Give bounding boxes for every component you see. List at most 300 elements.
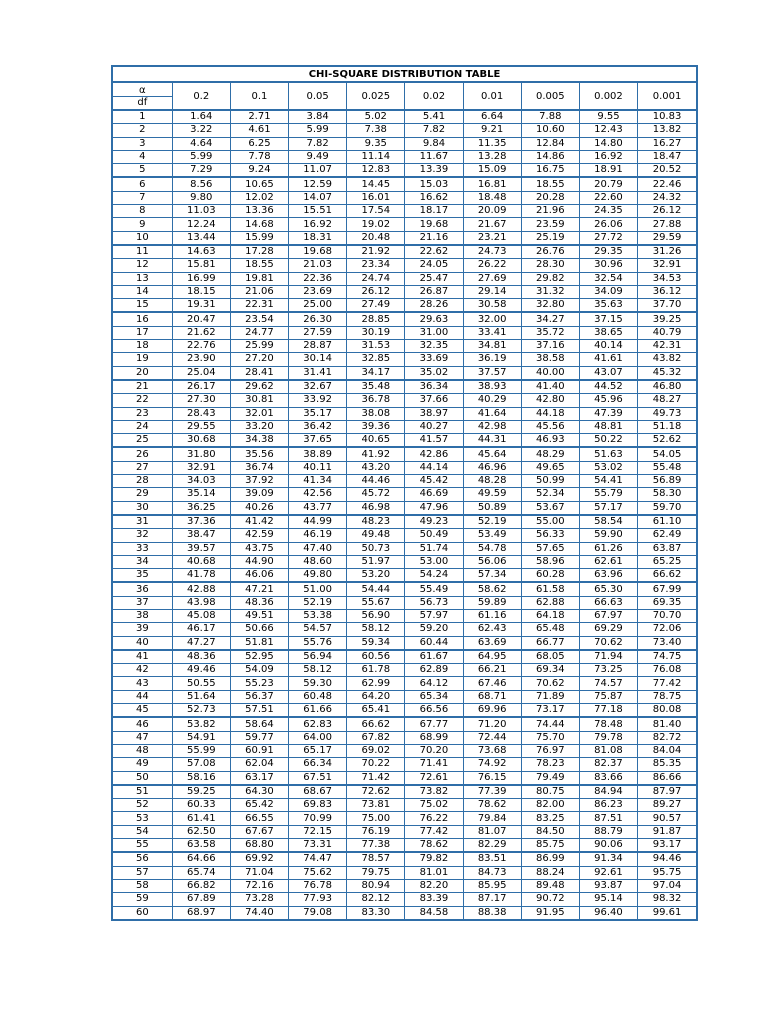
critical-value-cell: 76.22: [405, 812, 463, 825]
critical-value-cell: 88.24: [521, 866, 579, 879]
critical-value-cell: 46.19: [289, 529, 347, 542]
df-cell: 57: [112, 866, 172, 879]
critical-value-cell: 19.68: [289, 245, 347, 259]
critical-value-cell: 26.30: [289, 312, 347, 326]
critical-value-cell: 25.04: [172, 366, 230, 380]
critical-value-cell: 44.90: [230, 555, 288, 568]
critical-value-cell: 48.81: [579, 420, 637, 433]
critical-value-cell: 17.54: [347, 205, 405, 218]
critical-value-cell: 66.77: [521, 636, 579, 650]
critical-value-cell: 66.62: [347, 717, 405, 731]
critical-value-cell: 50.49: [405, 529, 463, 542]
table-title: CHI-SQUARE DISTRIBUTION TABLE: [112, 66, 697, 82]
critical-value-cell: 41.92: [347, 447, 405, 461]
critical-value-cell: 89.48: [521, 879, 579, 892]
table-row: [112, 434, 697, 448]
df-cell: 44: [112, 690, 172, 703]
critical-value-cell: 68.99: [405, 731, 463, 744]
critical-value-cell: 20.09: [463, 205, 521, 218]
critical-value-cell: 40.29: [463, 394, 521, 407]
critical-value-cell: 54.78: [463, 542, 521, 555]
critical-value-cell: 38.97: [405, 407, 463, 420]
critical-value-cell: 76.15: [463, 771, 521, 785]
critical-value-cell: 65.17: [289, 744, 347, 757]
df-cell: 32: [112, 529, 172, 542]
critical-value-cell: 70.22: [347, 758, 405, 771]
table-row: [112, 245, 697, 259]
critical-value-cell: 41.57: [405, 434, 463, 448]
critical-value-cell: 72.62: [347, 785, 405, 799]
critical-value-cell: 49.48: [347, 529, 405, 542]
critical-value-cell: 13.82: [638, 124, 697, 137]
critical-value-cell: 35.56: [230, 447, 288, 461]
table-row: [112, 205, 697, 218]
critical-value-cell: 22.62: [405, 245, 463, 259]
critical-value-cell: 32.01: [230, 407, 288, 420]
critical-value-cell: 47.27: [172, 636, 230, 650]
df-cell: 29: [112, 488, 172, 501]
alpha-column-header: 0.01: [463, 82, 521, 110]
critical-value-cell: 49.65: [521, 461, 579, 474]
critical-value-cell: 45.56: [521, 420, 579, 433]
alpha-column-header: 0.2: [172, 82, 230, 110]
critical-value-cell: 50.66: [230, 623, 288, 636]
df-cell: 5: [112, 164, 172, 178]
critical-value-cell: 11.03: [172, 205, 230, 218]
critical-value-cell: 73.17: [521, 704, 579, 718]
critical-value-cell: 18.55: [230, 259, 288, 272]
critical-value-cell: 67.77: [405, 717, 463, 731]
critical-value-cell: 72.15: [289, 825, 347, 838]
df-cell: 54: [112, 825, 172, 838]
critical-value-cell: 62.49: [638, 529, 697, 542]
critical-value-cell: 78.62: [405, 839, 463, 853]
df-cell: 2: [112, 124, 172, 137]
critical-value-cell: 41.78: [172, 569, 230, 583]
critical-value-cell: 29.82: [521, 272, 579, 285]
table-row: [112, 677, 697, 690]
critical-value-cell: 35.14: [172, 488, 230, 501]
critical-value-cell: 33.41: [463, 326, 521, 339]
critical-value-cell: 56.73: [405, 596, 463, 609]
critical-value-cell: 20.47: [172, 312, 230, 326]
table-row: [112, 137, 697, 150]
df-cell: 34: [112, 555, 172, 568]
table-row: [112, 596, 697, 609]
critical-value-cell: 56.94: [289, 650, 347, 664]
df-cell: 45: [112, 704, 172, 718]
critical-value-cell: 50.99: [521, 475, 579, 488]
critical-value-cell: 49.80: [289, 569, 347, 583]
critical-value-cell: 50.89: [463, 501, 521, 515]
table-row: [112, 744, 697, 757]
critical-value-cell: 18.15: [172, 285, 230, 298]
table-row: [112, 177, 697, 191]
critical-value-cell: 25.99: [230, 340, 288, 353]
df-cell: 36: [112, 582, 172, 596]
critical-value-cell: 46.17: [172, 623, 230, 636]
critical-value-cell: 91.87: [638, 825, 697, 838]
critical-value-cell: 32.91: [638, 259, 697, 272]
critical-value-cell: 65.34: [405, 690, 463, 703]
critical-value-cell: 90.57: [638, 812, 697, 825]
table-row: [112, 650, 697, 664]
df-cell: 8: [112, 205, 172, 218]
critical-value-cell: 54.09: [230, 664, 288, 677]
df-cell: 27: [112, 461, 172, 474]
critical-value-cell: 78.62: [463, 799, 521, 812]
critical-value-cell: 71.04: [230, 866, 288, 879]
critical-value-cell: 34.27: [521, 312, 579, 326]
critical-value-cell: 85.35: [638, 758, 697, 771]
critical-value-cell: 38.65: [579, 326, 637, 339]
table-row: [112, 758, 697, 771]
critical-value-cell: 37.66: [405, 394, 463, 407]
critical-value-cell: 61.41: [172, 812, 230, 825]
critical-value-cell: 74.92: [463, 758, 521, 771]
df-cell: 38: [112, 609, 172, 622]
critical-value-cell: 58.96: [521, 555, 579, 568]
critical-value-cell: 77.18: [579, 704, 637, 718]
critical-value-cell: 26.12: [638, 205, 697, 218]
critical-value-cell: 34.81: [463, 340, 521, 353]
critical-value-cell: 60.91: [230, 744, 288, 757]
critical-value-cell: 38.58: [521, 353, 579, 366]
table-row: [112, 299, 697, 313]
table-row: [112, 501, 697, 515]
critical-value-cell: 77.42: [638, 677, 697, 690]
critical-value-cell: 77.93: [289, 893, 347, 906]
critical-value-cell: 43.98: [172, 596, 230, 609]
critical-value-cell: 37.36: [172, 515, 230, 529]
critical-value-cell: 53.82: [172, 717, 230, 731]
critical-value-cell: 53.20: [347, 569, 405, 583]
critical-value-cell: 88.38: [463, 906, 521, 920]
critical-value-cell: 61.78: [347, 664, 405, 677]
critical-value-cell: 53.67: [521, 501, 579, 515]
critical-value-cell: 36.19: [463, 353, 521, 366]
critical-value-cell: 16.75: [521, 164, 579, 178]
df-cell: 22: [112, 394, 172, 407]
critical-value-cell: 73.82: [405, 785, 463, 799]
critical-value-cell: 32.67: [289, 380, 347, 394]
critical-value-cell: 81.40: [638, 717, 697, 731]
critical-value-cell: 59.90: [579, 529, 637, 542]
critical-value-cell: 59.25: [172, 785, 230, 799]
critical-value-cell: 35.48: [347, 380, 405, 394]
critical-value-cell: 31.80: [172, 447, 230, 461]
critical-value-cell: 73.28: [230, 893, 288, 906]
table-row: [112, 231, 697, 245]
critical-value-cell: 56.37: [230, 690, 288, 703]
critical-value-cell: 4.61: [230, 124, 288, 137]
critical-value-cell: 51.74: [405, 542, 463, 555]
table-row: [112, 124, 697, 137]
df-cell: 56: [112, 852, 172, 866]
critical-value-cell: 52.73: [172, 704, 230, 718]
table-row: [112, 150, 697, 163]
critical-value-cell: 90.06: [579, 839, 637, 853]
critical-value-cell: 59.70: [638, 501, 697, 515]
table-row: [112, 407, 697, 420]
table-row: [112, 879, 697, 892]
critical-value-cell: 26.76: [521, 245, 579, 259]
critical-value-cell: 40.27: [405, 420, 463, 433]
critical-value-cell: 65.25: [638, 555, 697, 568]
table-row: [112, 893, 697, 906]
critical-value-cell: 46.80: [638, 380, 697, 394]
critical-value-cell: 30.14: [289, 353, 347, 366]
table-row: [112, 461, 697, 474]
critical-value-cell: 7.78: [230, 150, 288, 163]
critical-value-cell: 84.94: [579, 785, 637, 799]
table-row: [112, 825, 697, 838]
critical-value-cell: 48.29: [521, 447, 579, 461]
critical-value-cell: 69.83: [289, 799, 347, 812]
critical-value-cell: 54.05: [638, 447, 697, 461]
critical-value-cell: 38.89: [289, 447, 347, 461]
critical-value-cell: 28.41: [230, 366, 288, 380]
df-cell: 16: [112, 312, 172, 326]
critical-value-cell: 64.95: [463, 650, 521, 664]
critical-value-cell: 31.41: [289, 366, 347, 380]
critical-value-cell: 52.19: [463, 515, 521, 529]
critical-value-cell: 55.00: [521, 515, 579, 529]
table-row: [112, 852, 697, 866]
df-cell: 10: [112, 231, 172, 245]
critical-value-cell: 49.23: [405, 515, 463, 529]
critical-value-cell: 15.81: [172, 259, 230, 272]
critical-value-cell: 83.25: [521, 812, 579, 825]
critical-value-cell: 76.08: [638, 664, 697, 677]
critical-value-cell: 42.88: [172, 582, 230, 596]
df-label: df: [113, 96, 172, 108]
critical-value-cell: 52.95: [230, 650, 288, 664]
critical-value-cell: 39.25: [638, 312, 697, 326]
critical-value-cell: 54.57: [289, 623, 347, 636]
critical-value-cell: 10.60: [521, 124, 579, 137]
critical-value-cell: 14.68: [230, 218, 288, 231]
critical-value-cell: 60.33: [172, 799, 230, 812]
critical-value-cell: 86.66: [638, 771, 697, 785]
critical-value-cell: 21.03: [289, 259, 347, 272]
critical-value-cell: 9.84: [405, 137, 463, 150]
critical-value-cell: 55.23: [230, 677, 288, 690]
critical-value-cell: 56.06: [463, 555, 521, 568]
table-row: [112, 906, 697, 920]
critical-value-cell: 28.87: [289, 340, 347, 353]
critical-value-cell: 15.09: [463, 164, 521, 178]
critical-value-cell: 53.38: [289, 609, 347, 622]
critical-value-cell: 62.50: [172, 825, 230, 838]
critical-value-cell: 94.46: [638, 852, 697, 866]
critical-value-cell: 30.68: [172, 434, 230, 448]
critical-value-cell: 83.30: [347, 906, 405, 920]
critical-value-cell: 33.92: [289, 394, 347, 407]
critical-value-cell: 25.47: [405, 272, 463, 285]
critical-value-cell: 86.23: [579, 799, 637, 812]
critical-value-cell: 49.59: [463, 488, 521, 501]
critical-value-cell: 40.79: [638, 326, 697, 339]
table-body: [112, 110, 697, 920]
critical-value-cell: 31.00: [405, 326, 463, 339]
critical-value-cell: 35.02: [405, 366, 463, 380]
critical-value-cell: 58.62: [463, 582, 521, 596]
critical-value-cell: 51.00: [289, 582, 347, 596]
critical-value-cell: 65.48: [521, 623, 579, 636]
critical-value-cell: 53.49: [463, 529, 521, 542]
critical-value-cell: 36.74: [230, 461, 288, 474]
df-cell: 60: [112, 906, 172, 920]
critical-value-cell: 44.99: [289, 515, 347, 529]
df-cell: 11: [112, 245, 172, 259]
critical-value-cell: 58.64: [230, 717, 288, 731]
critical-value-cell: 52.34: [521, 488, 579, 501]
critical-value-cell: 67.89: [172, 893, 230, 906]
df-cell: 40: [112, 636, 172, 650]
critical-value-cell: 46.93: [521, 434, 579, 448]
table-row: [112, 515, 697, 529]
critical-value-cell: 16.01: [347, 191, 405, 204]
critical-value-cell: 79.08: [289, 906, 347, 920]
critical-value-cell: 68.71: [463, 690, 521, 703]
critical-value-cell: 42.98: [463, 420, 521, 433]
critical-value-cell: 67.99: [638, 582, 697, 596]
critical-value-cell: 84.58: [405, 906, 463, 920]
critical-value-cell: 42.31: [638, 340, 697, 353]
critical-value-cell: 64.66: [172, 852, 230, 866]
critical-value-cell: 66.55: [230, 812, 288, 825]
critical-value-cell: 55.67: [347, 596, 405, 609]
critical-value-cell: 50.22: [579, 434, 637, 448]
critical-value-cell: 1.64: [172, 110, 230, 124]
df-cell: 55: [112, 839, 172, 853]
critical-value-cell: 70.62: [521, 677, 579, 690]
critical-value-cell: 91.34: [579, 852, 637, 866]
critical-value-cell: 37.16: [521, 340, 579, 353]
critical-value-cell: 63.17: [230, 771, 288, 785]
critical-value-cell: 19.31: [172, 299, 230, 313]
table-row: [112, 623, 697, 636]
critical-value-cell: 83.39: [405, 893, 463, 906]
critical-value-cell: 37.15: [579, 312, 637, 326]
critical-value-cell: 34.38: [230, 434, 288, 448]
critical-value-cell: 49.51: [230, 609, 288, 622]
critical-value-cell: 27.69: [463, 272, 521, 285]
critical-value-cell: 40.26: [230, 501, 288, 515]
critical-value-cell: 62.61: [579, 555, 637, 568]
critical-value-cell: 2.71: [230, 110, 288, 124]
alpha-column-header: 0.001: [638, 82, 697, 110]
alpha-df-header-cell: [112, 82, 172, 110]
critical-value-cell: 68.80: [230, 839, 288, 853]
critical-value-cell: 63.87: [638, 542, 697, 555]
critical-value-cell: 51.81: [230, 636, 288, 650]
critical-value-cell: 51.18: [638, 420, 697, 433]
critical-value-cell: 75.87: [579, 690, 637, 703]
critical-value-cell: 59.89: [463, 596, 521, 609]
critical-value-cell: 74.57: [579, 677, 637, 690]
table-row: [112, 866, 697, 879]
critical-value-cell: 68.05: [521, 650, 579, 664]
df-cell: 46: [112, 717, 172, 731]
critical-value-cell: 71.20: [463, 717, 521, 731]
critical-value-cell: 65.41: [347, 704, 405, 718]
table-row: [112, 731, 697, 744]
critical-value-cell: 64.18: [521, 609, 579, 622]
critical-value-cell: 14.80: [579, 137, 637, 150]
critical-value-cell: 9.35: [347, 137, 405, 150]
critical-value-cell: 69.35: [638, 596, 697, 609]
critical-value-cell: 72.61: [405, 771, 463, 785]
critical-value-cell: 92.61: [579, 866, 637, 879]
critical-value-cell: 40.14: [579, 340, 637, 353]
table-row: [112, 366, 697, 380]
critical-value-cell: 8.56: [172, 177, 230, 191]
critical-value-cell: 47.21: [230, 582, 288, 596]
critical-value-cell: 45.42: [405, 475, 463, 488]
critical-value-cell: 60.44: [405, 636, 463, 650]
alpha-column-header: 0.025: [347, 82, 405, 110]
critical-value-cell: 31.32: [521, 285, 579, 298]
critical-value-cell: 27.30: [172, 394, 230, 407]
critical-value-cell: 39.57: [172, 542, 230, 555]
critical-value-cell: 21.62: [172, 326, 230, 339]
df-cell: 39: [112, 623, 172, 636]
critical-value-cell: 63.69: [463, 636, 521, 650]
df-cell: 21: [112, 380, 172, 394]
critical-value-cell: 57.51: [230, 704, 288, 718]
alpha-column-header: 0.002: [579, 82, 637, 110]
critical-value-cell: 38.93: [463, 380, 521, 394]
critical-value-cell: 16.99: [172, 272, 230, 285]
critical-value-cell: 4.64: [172, 137, 230, 150]
critical-value-cell: 72.16: [230, 879, 288, 892]
critical-value-cell: 49.46: [172, 664, 230, 677]
critical-value-cell: 18.31: [289, 231, 347, 245]
critical-value-cell: 59.77: [230, 731, 288, 744]
critical-value-cell: 47.40: [289, 542, 347, 555]
alpha-column-header: 0.005: [521, 82, 579, 110]
critical-value-cell: 96.40: [579, 906, 637, 920]
critical-value-cell: 16.81: [463, 177, 521, 191]
critical-value-cell: 69.96: [463, 704, 521, 718]
critical-value-cell: 5.99: [172, 150, 230, 163]
critical-value-cell: 42.59: [230, 529, 288, 542]
critical-value-cell: 22.36: [289, 272, 347, 285]
critical-value-cell: 29.62: [230, 380, 288, 394]
critical-value-cell: 6.25: [230, 137, 288, 150]
critical-value-cell: 55.99: [172, 744, 230, 757]
critical-value-cell: 43.82: [638, 353, 697, 366]
critical-value-cell: 65.42: [230, 799, 288, 812]
table-row: [112, 353, 697, 366]
critical-value-cell: 97.04: [638, 879, 697, 892]
table-row: [112, 380, 697, 394]
critical-value-cell: 64.00: [289, 731, 347, 744]
critical-value-cell: 48.36: [230, 596, 288, 609]
critical-value-cell: 46.98: [347, 501, 405, 515]
critical-value-cell: 24.32: [638, 191, 697, 204]
critical-value-cell: 27.59: [289, 326, 347, 339]
critical-value-cell: 5.41: [405, 110, 463, 124]
critical-value-cell: 70.70: [638, 609, 697, 622]
critical-value-cell: 49.73: [638, 407, 697, 420]
critical-value-cell: 34.09: [579, 285, 637, 298]
critical-value-cell: 27.72: [579, 231, 637, 245]
critical-value-cell: 69.92: [230, 852, 288, 866]
critical-value-cell: 35.63: [579, 299, 637, 313]
